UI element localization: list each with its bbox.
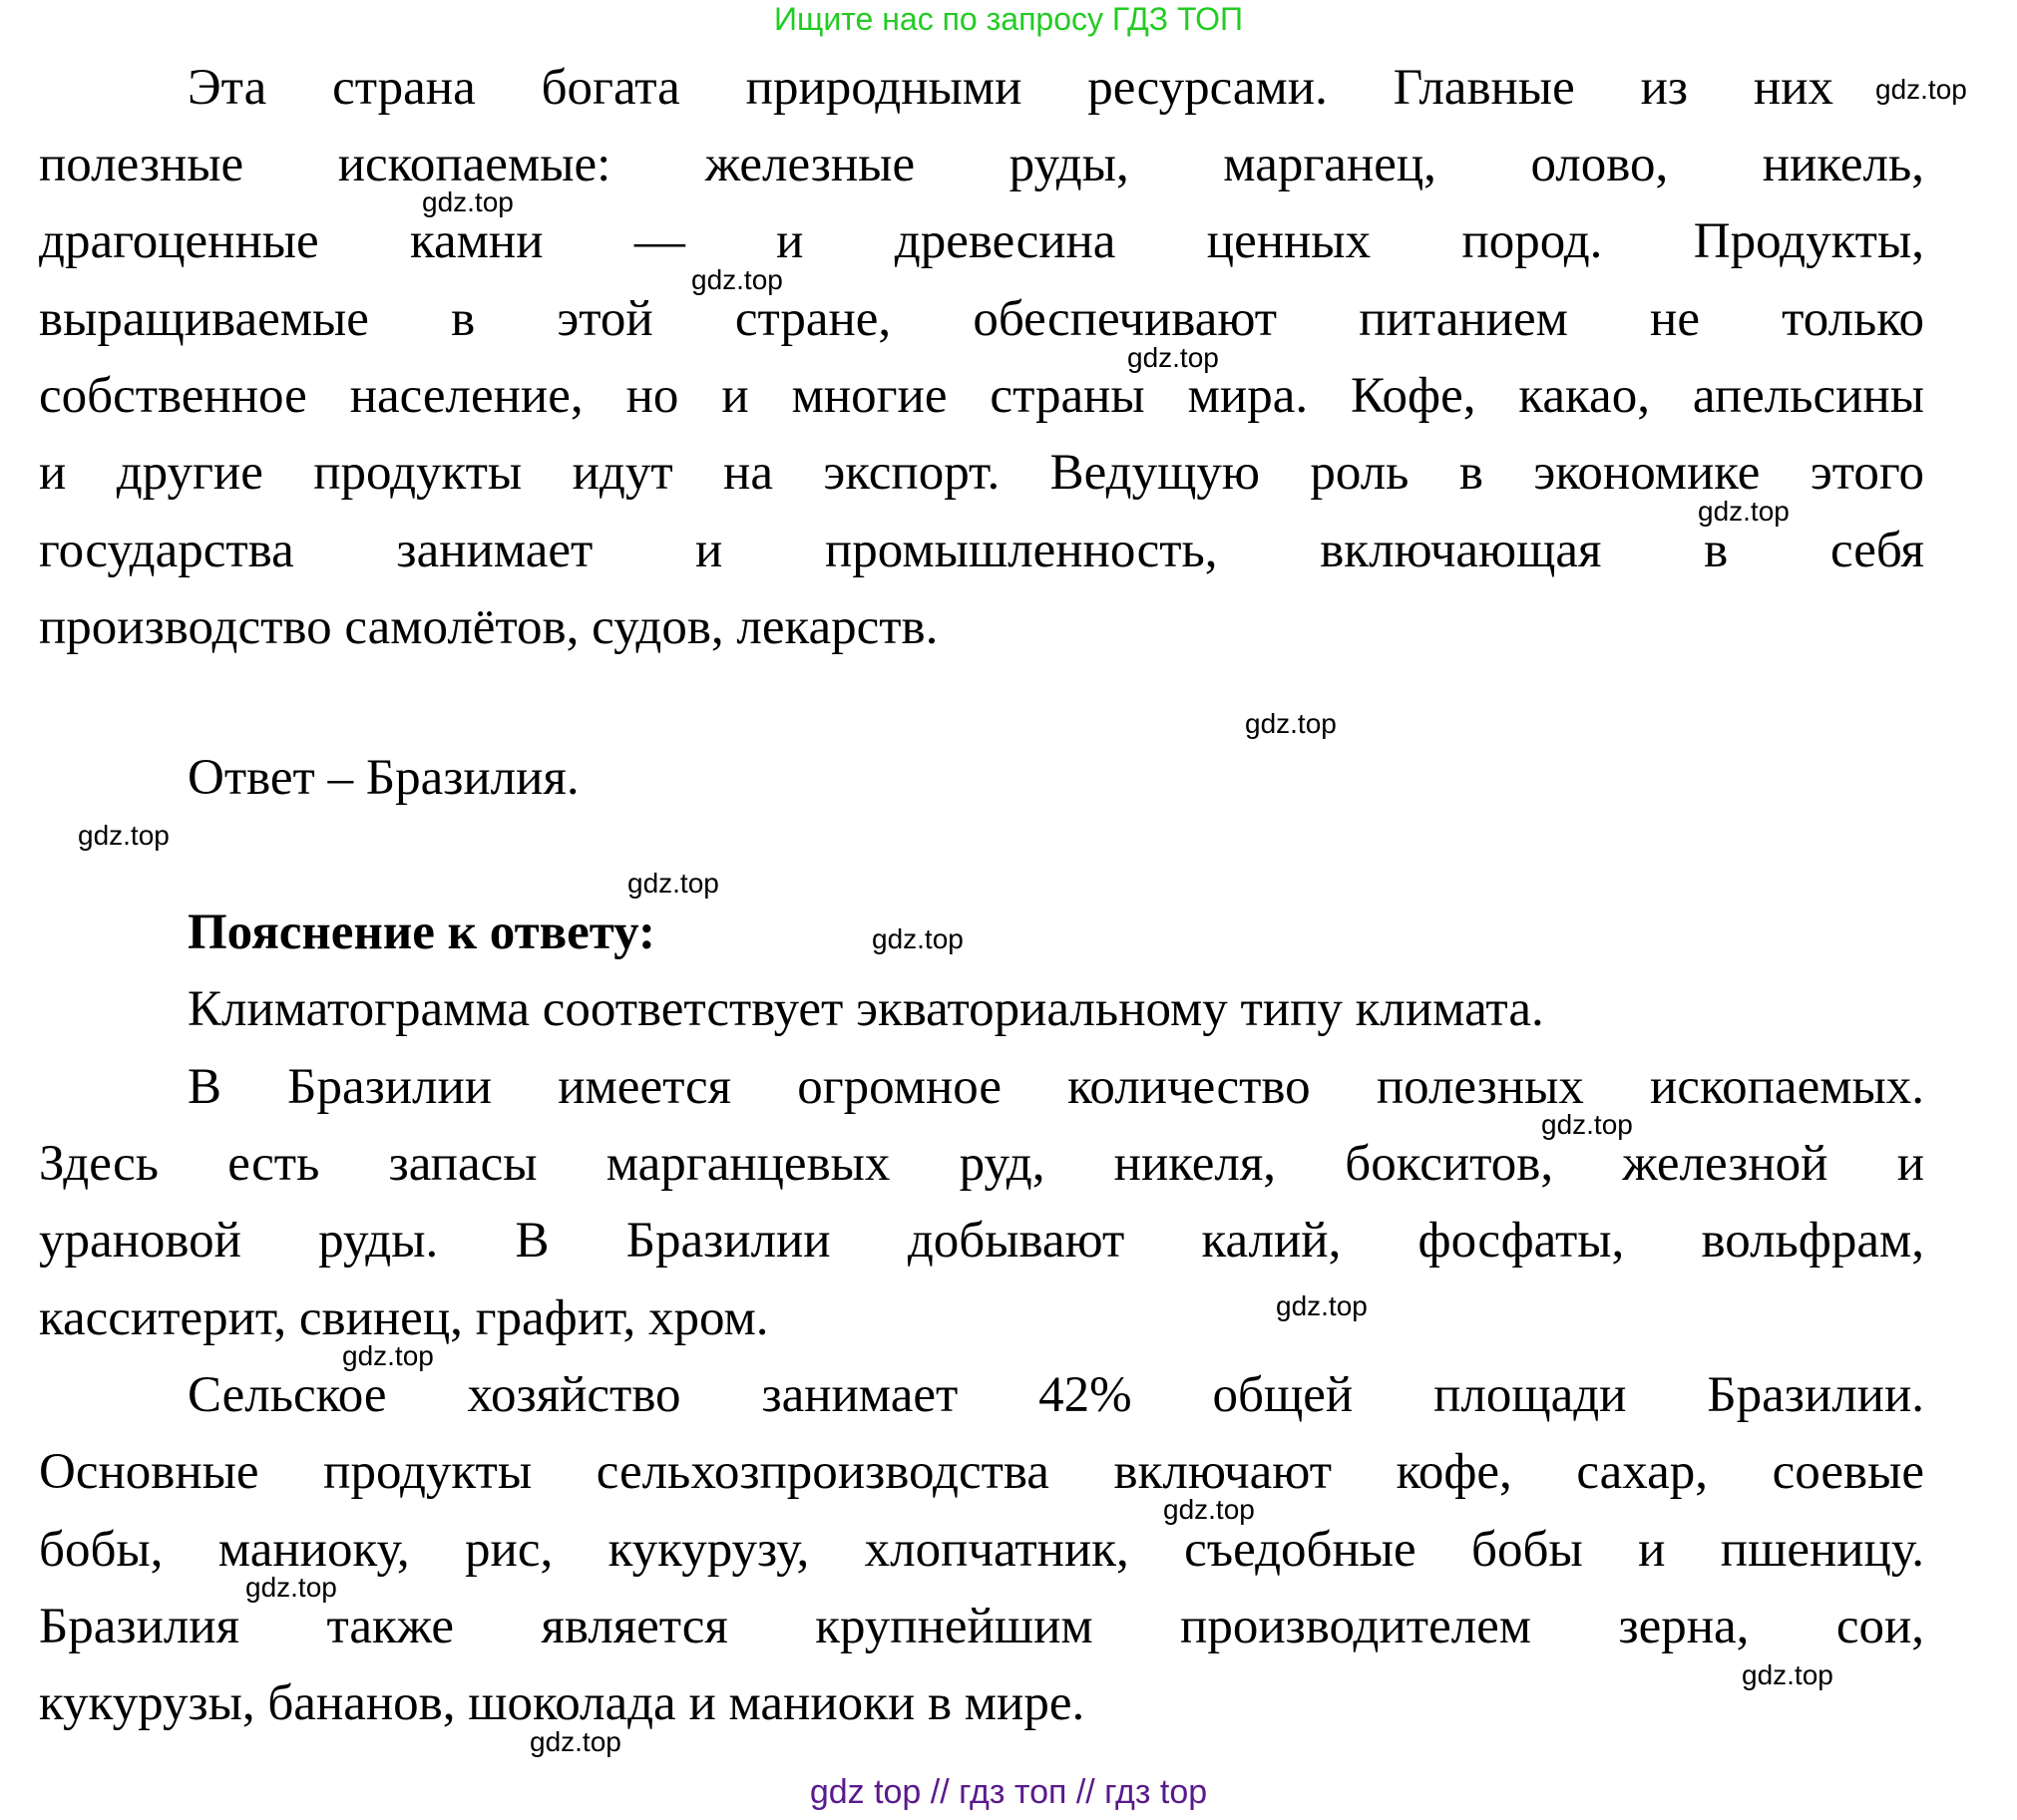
watermark: gdz.top	[627, 868, 719, 899]
text-line: производство самолётов, судов, лекарств.	[39, 599, 939, 655]
text-line: драгоценные камни — и древесина ценных пород. Продукты,	[39, 213, 1924, 269]
text-line: урановой руды. В Бразилии добывают калий, фосфаты, вольфрам,	[39, 1213, 1924, 1269]
watermark: gdz.top	[691, 264, 783, 295]
answer-line: Ответ – Бразилия.	[188, 750, 580, 806]
text-line: Бразилия также является крупнейшим производителем зерна, сои,	[39, 1599, 1924, 1654]
watermark: gdz.top	[1541, 1109, 1633, 1140]
watermark: gdz.top	[1875, 74, 1967, 105]
text-line: Климатограмма соответствует экваториальному типу климата.	[188, 981, 1544, 1037]
text-line: кукурузы, бананов, шоколада и маниоки в мире.	[39, 1675, 1085, 1731]
explanation-heading: Пояснение к ответу:	[188, 905, 655, 960]
watermark: gdz.top	[1742, 1659, 1833, 1690]
watermark: gdz.top	[872, 923, 964, 954]
watermark: gdz.top	[530, 1726, 621, 1757]
watermark: gdz.top	[342, 1340, 434, 1371]
text-line: Основные продукты сельхозпроизводства включают кофе, сахар, соевые	[39, 1444, 1924, 1500]
search-banner: Ищите нас по запросу ГДЗ ТОП	[774, 1, 1243, 37]
watermark: gdz.top	[1245, 708, 1337, 739]
text-line: бобы, маниоку, рис, кукурузу, хлопчатник, съедобные бобы и пшеницу.	[39, 1522, 1924, 1578]
text-line: В Бразилии имеется огромное количество полезных ископаемых.	[188, 1059, 1924, 1115]
footer-links: gdz top // гдз топ // гдз top	[809, 1773, 1208, 1811]
watermark: gdz.top	[245, 1572, 337, 1603]
watermark: gdz.top	[78, 820, 170, 851]
watermark: gdz.top	[1698, 496, 1790, 527]
watermark: gdz.top	[1276, 1290, 1368, 1321]
text-line: и другие продукты идут на экспорт. Ведущую роль в экономике этого	[39, 445, 1924, 501]
watermark: gdz.top	[1127, 342, 1219, 373]
text-line: полезные ископаемые: железные руды, марганец, олово, никель,	[39, 137, 1924, 192]
text-line: касситерит, свинец, графит, хром.	[39, 1290, 769, 1346]
watermark: gdz.top	[1163, 1494, 1255, 1525]
text-line: Эта страна богата природными ресурсами. Главные из них	[188, 60, 1833, 116]
text-line: Сельское хозяйство занимает 42% общей площади Бразилии.	[188, 1367, 1924, 1423]
text-line: государства занимает и промышленность, включающая в себя	[39, 523, 1924, 578]
text-line: собственное население, но и многие страны мира. Кофе, какао, апельсины	[39, 368, 1924, 424]
text-line: выращиваемые в этой стране, обеспечивают питанием не только	[39, 291, 1924, 347]
watermark: gdz.top	[422, 186, 514, 217]
text-line: Здесь есть запасы марганцевых руд, никеля, бокситов, железной и	[39, 1136, 1924, 1192]
